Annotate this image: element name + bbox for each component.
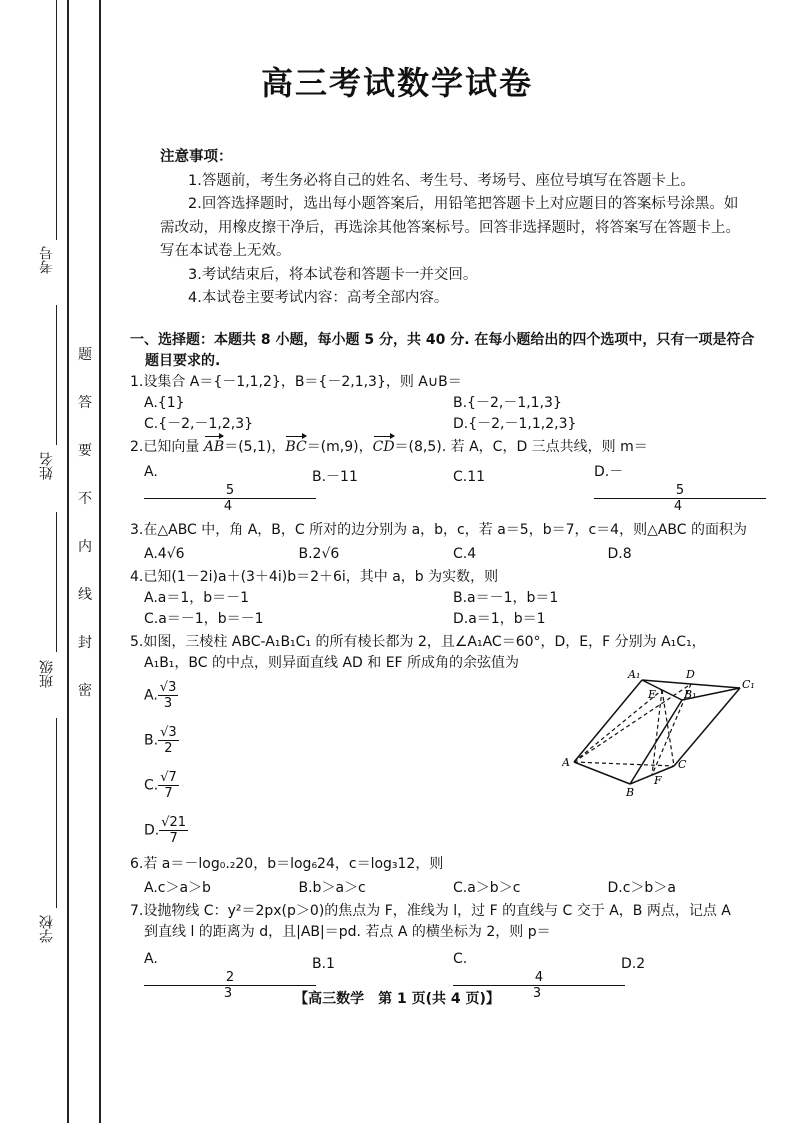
page-title: 高三考试数学试卷 xyxy=(260,64,533,102)
fig-label-a: A xyxy=(562,756,570,769)
q5-option-d: D. $\frac{√21}{7}$ xyxy=(144,815,187,846)
field-line-school xyxy=(56,718,57,908)
q4-option-d: D.a＝1，b＝1 xyxy=(453,611,546,627)
question-7-line2: 到直线 l 的距离为 d，且|AB|＝pd. 若点 A 的横坐标为 2，则 p＝ xyxy=(144,924,551,940)
field-line-class xyxy=(56,512,57,652)
binding-char-5: 内 xyxy=(78,539,92,555)
vector-ab: AB xyxy=(204,437,224,458)
fig-label-a1: A₁ xyxy=(628,668,641,681)
binding-char-2: 答 xyxy=(78,395,92,411)
q3-option-d: D.8 xyxy=(607,546,632,562)
field-line-exam-no xyxy=(56,0,57,240)
question-1-stem: 1.设集合 A＝{－1,1,2}，B＝{－2,1,3}，则 A∪B＝ xyxy=(130,374,462,390)
question-5 xyxy=(130,632,762,854)
q4-option-b: B.a＝－1，b＝1 xyxy=(453,590,559,606)
question-6 xyxy=(130,854,762,899)
q3-option-b: B.2√6 xyxy=(298,546,340,562)
q1-option-a: A.{1} xyxy=(144,395,185,411)
q4-option-c: C.a＝－1，b＝－1 xyxy=(144,611,264,627)
questions xyxy=(130,330,762,1001)
section-heading-line2: 题目要求的. xyxy=(145,353,221,369)
label-school: 学校 xyxy=(39,915,55,943)
question-5-line2: A₁B₁，BC 的中点，则异面直线 AD 和 EF 所成角的余弦值为 xyxy=(144,655,520,671)
q1-option-c: C.{－2,－1,2,3} xyxy=(144,416,254,432)
question-4-stem: 4.已知(1－2i)a＋(3＋4i)b＝2＋6i，其中 a，b 为实数，则 xyxy=(130,569,499,585)
note-item: 2.回答选择题时，选出每小题答案后，用铅笔把答题卡上对应题目的答案标号涂黑。如需改动，用橡皮擦干净后，再选涂其他答案标号。回答非选择题时，将答案写在答题卡上。写在本试卷上无效。 xyxy=(160,196,740,259)
page-footer: 【高三数学 第 1 页(共 4 页)】 xyxy=(294,991,500,1007)
fig-label-f: F xyxy=(654,774,662,787)
q6-option-b: B.b＞a＞c xyxy=(298,880,366,896)
q6-option-c: C.a＞b＞c xyxy=(453,880,521,896)
q5-option-b: B. $\frac{√3}{2}$ xyxy=(144,725,177,756)
question-3-stem: 3.在△ABC 中，角 A，B，C 所对的边分别为 a，b，c，若 a＝5，b＝7，c＝4，则△ABC 的面积为 xyxy=(130,522,748,538)
q5-option-a: A. $\frac{√3}{3}$ xyxy=(144,680,177,711)
q7-option-d: D.2 xyxy=(621,956,646,972)
question-5-line1: 5.如图，三棱柱 ABC-A₁B₁C₁ 的所有棱长都为 2，且∠A₁AC＝60°，D，E，F 分别为 A₁C₁， xyxy=(130,634,706,650)
question-6-stem: 6.若 a＝－log₀.₂20，b＝log₆24，c＝log₃12，则 xyxy=(130,856,444,872)
section-heading xyxy=(130,330,762,372)
binding-char-1: 题 xyxy=(78,347,92,363)
note-item: 1.答题前，考生务必将自己的姓名、考生号、考场号、座位号填写在答题卡上。 xyxy=(188,172,695,189)
q6-option-a: A.c＞a＞b xyxy=(144,880,211,896)
margin-line-outer xyxy=(67,0,69,1123)
q1-option-b: B.{－2,－1,1,3} xyxy=(453,395,562,411)
notes-heading: 注意事项： xyxy=(160,149,233,165)
binding-char-7: 封 xyxy=(78,635,92,651)
binding-char-3: 要 xyxy=(78,443,92,459)
q2-option-d: D.－ $\frac{5}{4}$ xyxy=(594,462,762,514)
label-name: 姓名 xyxy=(39,452,55,480)
fig-label-c1: C₁ xyxy=(742,678,755,691)
notes-block xyxy=(160,146,740,311)
binding-char-8: 密 xyxy=(78,683,92,699)
q7-option-b: B.1 xyxy=(312,956,335,972)
q3-option-c: C.4 xyxy=(453,546,477,562)
note-item: 4.本试卷主要考试内容：高考全部内容。 xyxy=(188,290,449,306)
vector-cd: CD xyxy=(373,437,395,458)
question-7-line1: 7.设抛物线 C：y²＝2px(p＞0)的焦点为 F，准线为 l，过 F 的直线与 C 交于 A，B 两点，记点 A xyxy=(130,903,731,919)
q7-option-c: C. $\frac{4}{3}$ xyxy=(453,949,621,1001)
margin-line-inner xyxy=(99,0,101,1123)
question-3 xyxy=(130,520,762,565)
question-2 xyxy=(130,437,762,514)
question-4 xyxy=(130,567,762,630)
section-heading-line1: 一、选择题：本题共 8 小题，每小题 5 分，共 40 分. 在每小题给出的四个选项中，只有一项是符合 xyxy=(130,332,755,348)
fig-label-d: D xyxy=(686,668,695,681)
q7-option-a: A. $\frac{2}{3}$ xyxy=(144,949,312,1001)
q1-option-d: D.{－2,－1,1,2,3} xyxy=(453,416,577,432)
binding-char-6: 线 xyxy=(78,587,92,603)
label-exam-no: 考号 xyxy=(39,246,55,274)
q6-option-d: D.c＞b＞a xyxy=(607,880,676,896)
prism-figure xyxy=(562,666,762,796)
note-item: 3.考试结束后，将本试卷和答题卡一并交回。 xyxy=(188,266,478,283)
q2-option-b: B.－11 xyxy=(312,469,358,485)
field-line-name xyxy=(56,305,57,445)
binding-char-4: 不 xyxy=(78,491,92,507)
q2-option-c: C.11 xyxy=(453,469,486,485)
fig-label-b: B xyxy=(626,786,635,796)
question-2-stem: 2.已知向量 AB＝(5,1)，BC＝(m,9)，CD＝(8,5). 若 A，C，D 三点共线，则 m＝ xyxy=(130,437,762,458)
fig-label-c: C xyxy=(678,758,687,771)
q2-option-a: A. $\frac{5}{4}$ xyxy=(144,462,312,514)
question-1 xyxy=(130,372,762,435)
fig-label-b1: B₁ xyxy=(684,688,697,701)
q3-option-a: A.4√6 xyxy=(144,546,185,562)
vector-bc: BC xyxy=(285,437,306,458)
q4-option-a: A.a＝1，b＝－1 xyxy=(144,590,250,606)
fig-label-e: E xyxy=(648,688,657,701)
label-class: 班级 xyxy=(39,660,55,688)
question-7 xyxy=(130,901,762,1001)
q5-option-c: C. $\frac{√7}{7}$ xyxy=(144,770,177,801)
